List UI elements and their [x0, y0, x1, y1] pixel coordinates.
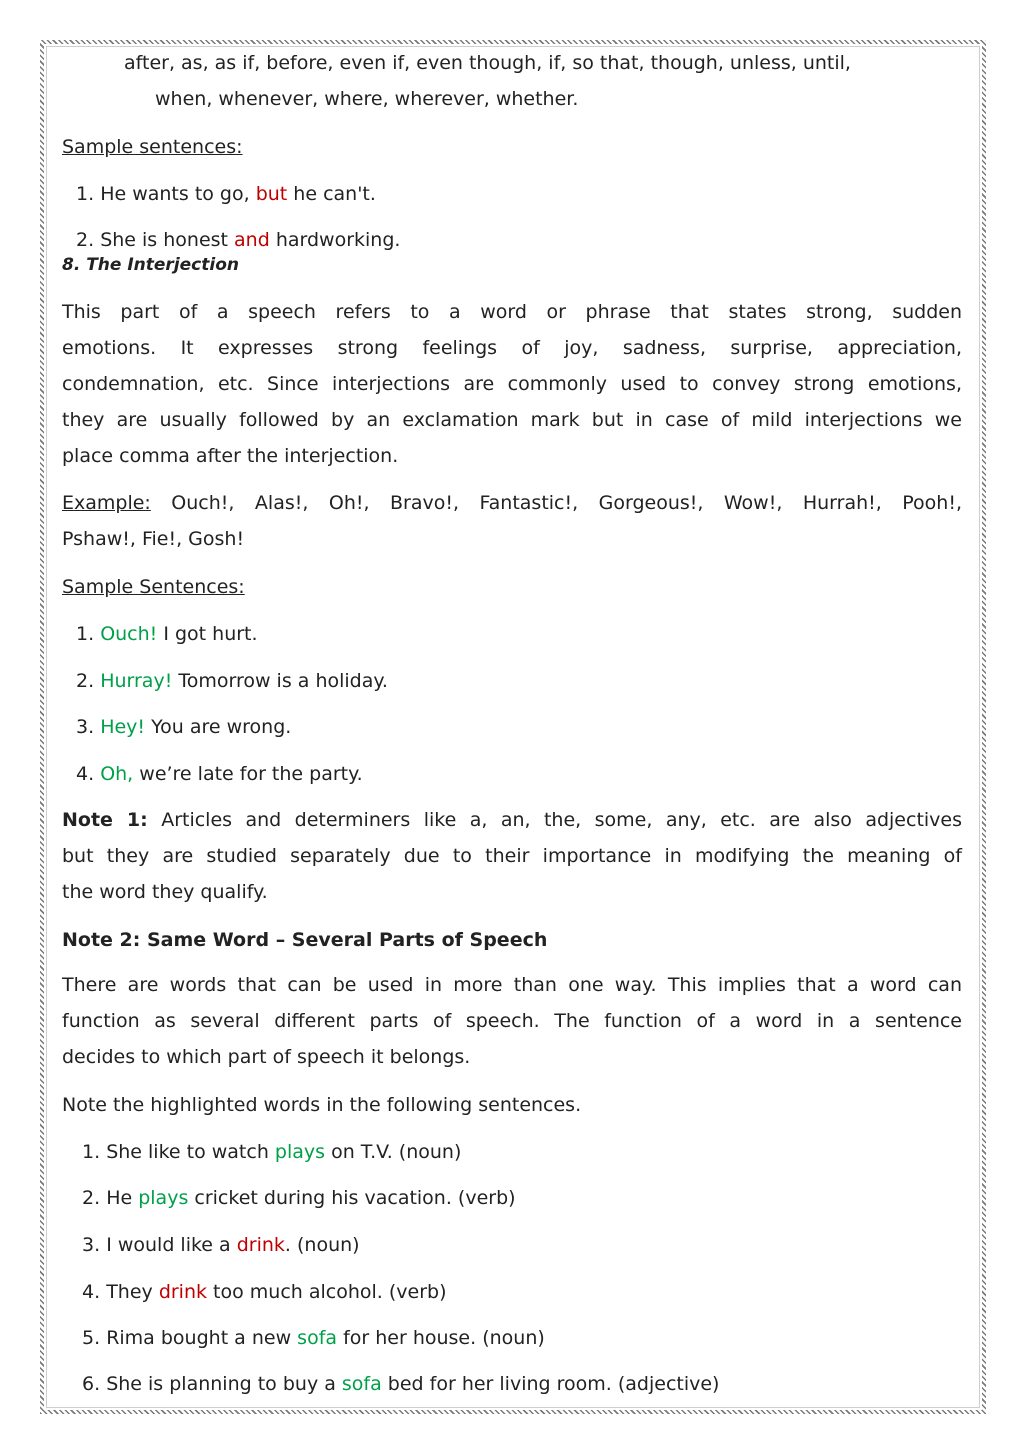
conjunction-list-line-2: when, whenever, where, wherever, whether.	[155, 88, 579, 110]
list-item: 1. Ouch! I got hurt.	[76, 623, 258, 645]
note-1-paragraph: Note 1: Articles and determiners like a, an, the, some, any, etc. are also adjectives but they are studied separately due to their importance in modifying the meaning of the word they qualify.	[62, 809, 963, 903]
list-item: 2. He plays cricket during his vacation. (verb)	[82, 1187, 516, 1209]
list-item: 4. Oh, we’re late for the party.	[76, 763, 363, 785]
section-heading-interjection: 8. The Interjection	[62, 255, 239, 275]
list-item: 6. She is planning to buy a sofa bed for her living room. (adjective)	[82, 1373, 720, 1395]
note-2-heading: Note 2: Same Word – Several Parts of Speech	[62, 929, 548, 951]
list-item: 1. She like to watch plays on T.V. (noun)	[82, 1141, 462, 1163]
list-item: 4. They drink too much alcohol. (verb)	[82, 1281, 447, 1303]
interjection-example: Example: Ouch!, Alas!, Oh!, Bravo!, Fantastic!, Gorgeous!, Wow!, Hurrah!, Pooh!, Pshaw!, Fie!, Gosh!	[62, 492, 962, 550]
conjunction-list-line-1: after, as, as if, before, even if, even though, if, so that, though, unless, until,	[124, 52, 851, 74]
list-item: 2. Hurray! Tomorrow is a holiday.	[76, 670, 388, 692]
list-item: 5. Rima bought a new sofa for her house. (noun)	[82, 1327, 545, 1349]
sample-sentences-label: Sample sentences:	[62, 136, 243, 158]
interjection-paragraph: This part of a speech refers to a word or phrase that states strong, sudden emotions. It expresses strong feelings of joy, sadness, surprise, appreciation, condemnation, etc. Since interjections are commonly used to convey strong emotions, they are usually followed by an exclamation mark but in case of mild interjections we place comma after the interjection.	[62, 301, 962, 467]
list-item: 2. She is honest and hardworking.	[76, 229, 401, 251]
note-2-intro: Note the highlighted words in the following sentences.	[62, 1094, 582, 1116]
list-item: 1. He wants to go, but he can't.	[76, 183, 376, 205]
list-item: 3. I would like a drink. (noun)	[82, 1234, 360, 1256]
note-2-paragraph: There are words that can be used in more than one way. This implies that a word can function as several different parts of speech. The function of a word in a sentence decides to which part of speech it belongs.	[62, 974, 962, 1068]
sample-sentences-label: Sample Sentences:	[62, 576, 245, 598]
list-item: 3. Hey! You are wrong.	[76, 716, 292, 738]
